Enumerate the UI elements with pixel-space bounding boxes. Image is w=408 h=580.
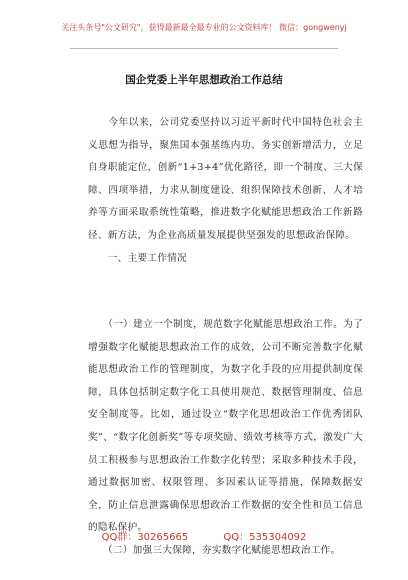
footer-contact <box>0 528 408 543</box>
header-banner: 关注头条号"公文研究"，获得最新最全最专业的公文资料库！ 微信：gongwenyj <box>61 23 347 32</box>
item-2-paragraph: （二）加强三大保障，夯实数字化赋能思想政治工作。 <box>88 544 341 556</box>
qq-number: QQ：535304092 <box>223 532 307 543</box>
body-block-upper <box>88 112 363 270</box>
item-1-paragraph: （一）建立一个制度，规范数字化赋能思想政治工作。为了增强数字化赋能思想政治工作的成效，公司不断完善数字化赋能思想政治工作的管理制度，为数字化手段的应用提供制度保障，具体包括制定数字化工具使用规范、数据管理制度、信息安全制度等。比如，通过设立“数字化思想政治工作优秀团队奖”、“数字化创新奖”等专项奖励、绩效考核等方式，激发广大员工积极参与思想政治工作数字化转型；采取多种技术手段，通过数据加密、权限管理、多因素认证等措施，保障数据安全，防止信息泄露确保思想政治工作数据的安全性和员工信息的隐私保护。 <box>88 319 363 534</box>
header-divider <box>70 48 338 49</box>
intro-paragraph: 今年以来，公司党委坚持以习近平新时代中国特色社会主义思想为指导，聚焦国本强基练内功、务实创新增活力，立足自身职能定位，创新“1+3+4”优化路径，即一个制度、三大保障、四项举措，力求从制度建设、组织保障技术创新、人才培养等方面采取系统性策略，推进数字化赋能思想政治工作新路径、新方法，为企业高质量发展提供坚强发的思想政治保障。 <box>88 117 363 241</box>
document-title: 国企党委上半年思想政治工作总结 <box>125 74 283 86</box>
body-block-lower <box>88 314 363 563</box>
section-heading: 一、主要工作情况 <box>88 252 187 264</box>
qq-group-number: QQ群：30265665 <box>101 532 189 543</box>
